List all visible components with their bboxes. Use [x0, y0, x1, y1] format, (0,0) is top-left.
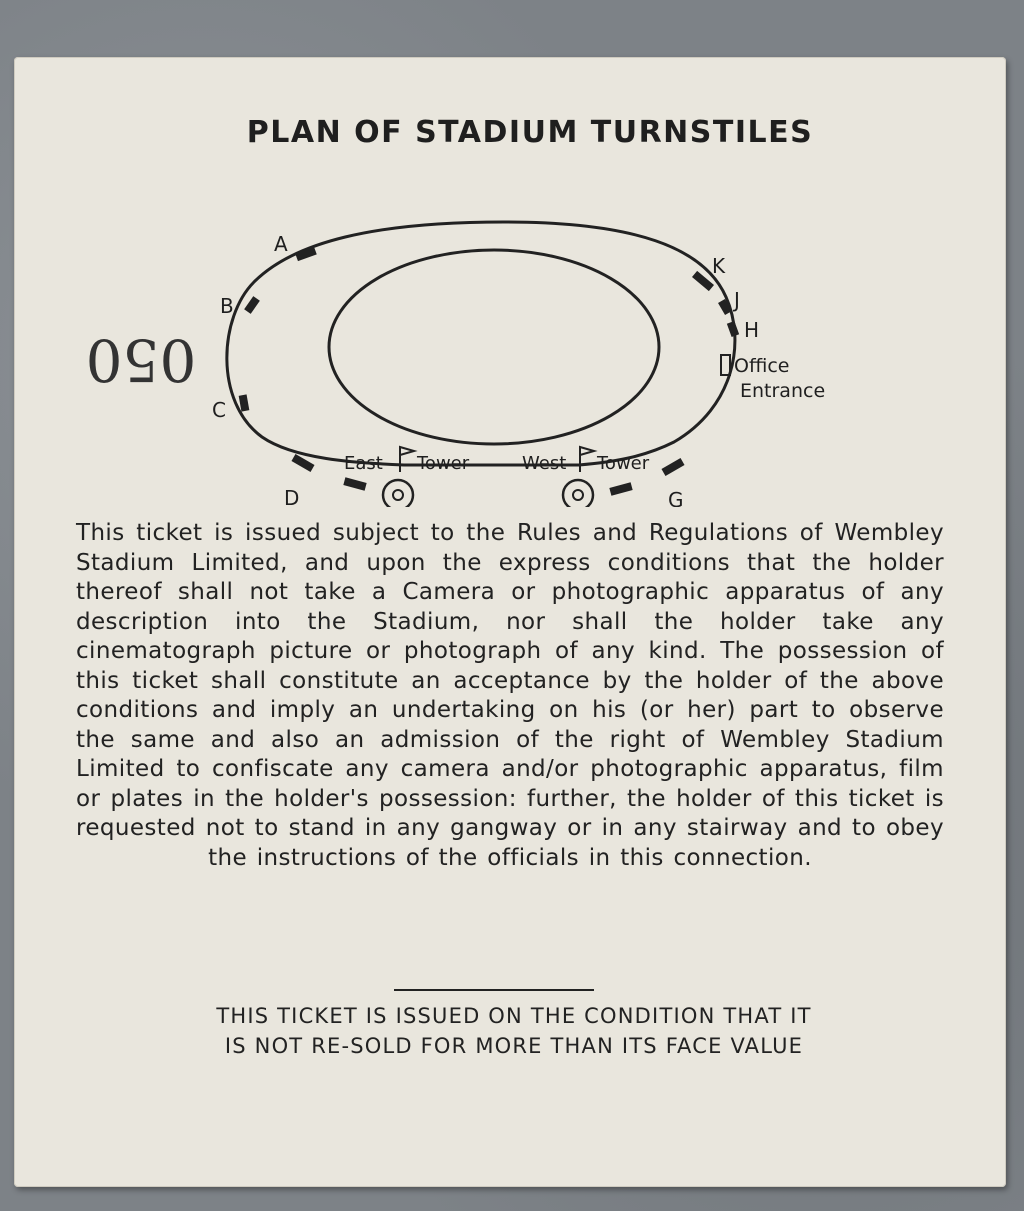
- west-tower-label: West: [522, 453, 567, 474]
- turnstile-g-label: G: [668, 488, 684, 507]
- turnstile-e-mark: [343, 477, 366, 490]
- serial-number: 050: [85, 326, 197, 394]
- resale-notice: [74, 1001, 954, 1061]
- turnstile-b-label: B: [220, 294, 234, 318]
- conditions-paragraph: This ticket is issued subject to the Rules and Regulations of Wembley Stadium Limited, and upon the express conditions that the holder thereof shall not take a Camera or photographic apparatus of any description into the Stadium, nor shall the holder take any cinematograph picture or photograph of any kind. The possession of this ticket shall constitute an acceptance by the holder of the above conditions and imply an undertaking on his (or her) part to observe the same and also an admission of the right of Wembley Stadium Limited to confiscate any camera and/or photographic apparatus, film or plates in the holder's possession: further, the holder of this ticket is requested not to stand in any gangway or in any stairway and to obey the instructions of the officials in this connection.: [76, 520, 944, 871]
- plan-title: PLAN OF STADIUM TURNSTILES: [246, 115, 814, 150]
- ticket: [14, 57, 1006, 1187]
- east-tower-word-label: Tower: [417, 453, 470, 474]
- pitch-oval: [329, 250, 659, 444]
- office-label: Office: [734, 355, 790, 377]
- turnstile-b-mark: [244, 296, 260, 314]
- east-tower-label: East: [344, 453, 383, 474]
- turnstile-c-mark: [239, 394, 250, 411]
- turnstile-k-label: K: [712, 254, 726, 278]
- west-tower-circle: [563, 480, 593, 507]
- turnstile-e-label: [342, 506, 355, 507]
- west-tower-flag: [580, 447, 594, 472]
- stadium-plan-diagram: [174, 167, 874, 507]
- turnstile-j-label: J: [734, 288, 740, 312]
- west-tower-word-label: Tower: [597, 453, 650, 474]
- turnstile-h-mark: [727, 321, 739, 337]
- resale-line-2: IS NOT RE-SOLD FOR MORE THAN ITS FACE VALUE: [224, 1034, 804, 1058]
- resale-line-1: THIS TICKET IS ISSUED ON THE CONDITION THAT IT: [216, 1004, 812, 1028]
- entrance-label: Entrance: [740, 380, 826, 402]
- turnstile-f-mark: [609, 482, 632, 495]
- turnstile-h-label: H: [744, 318, 760, 342]
- east-tower-flag: [400, 447, 414, 472]
- divider-rule: [394, 989, 594, 991]
- turnstile-a-label: A: [274, 232, 288, 256]
- east-tower-circle: [383, 480, 413, 507]
- office-entrance-mark: [721, 355, 730, 375]
- turnstile-d-label: D: [284, 486, 300, 507]
- turnstile-c-label: C: [212, 398, 226, 422]
- turnstile-g-mark: [661, 458, 684, 476]
